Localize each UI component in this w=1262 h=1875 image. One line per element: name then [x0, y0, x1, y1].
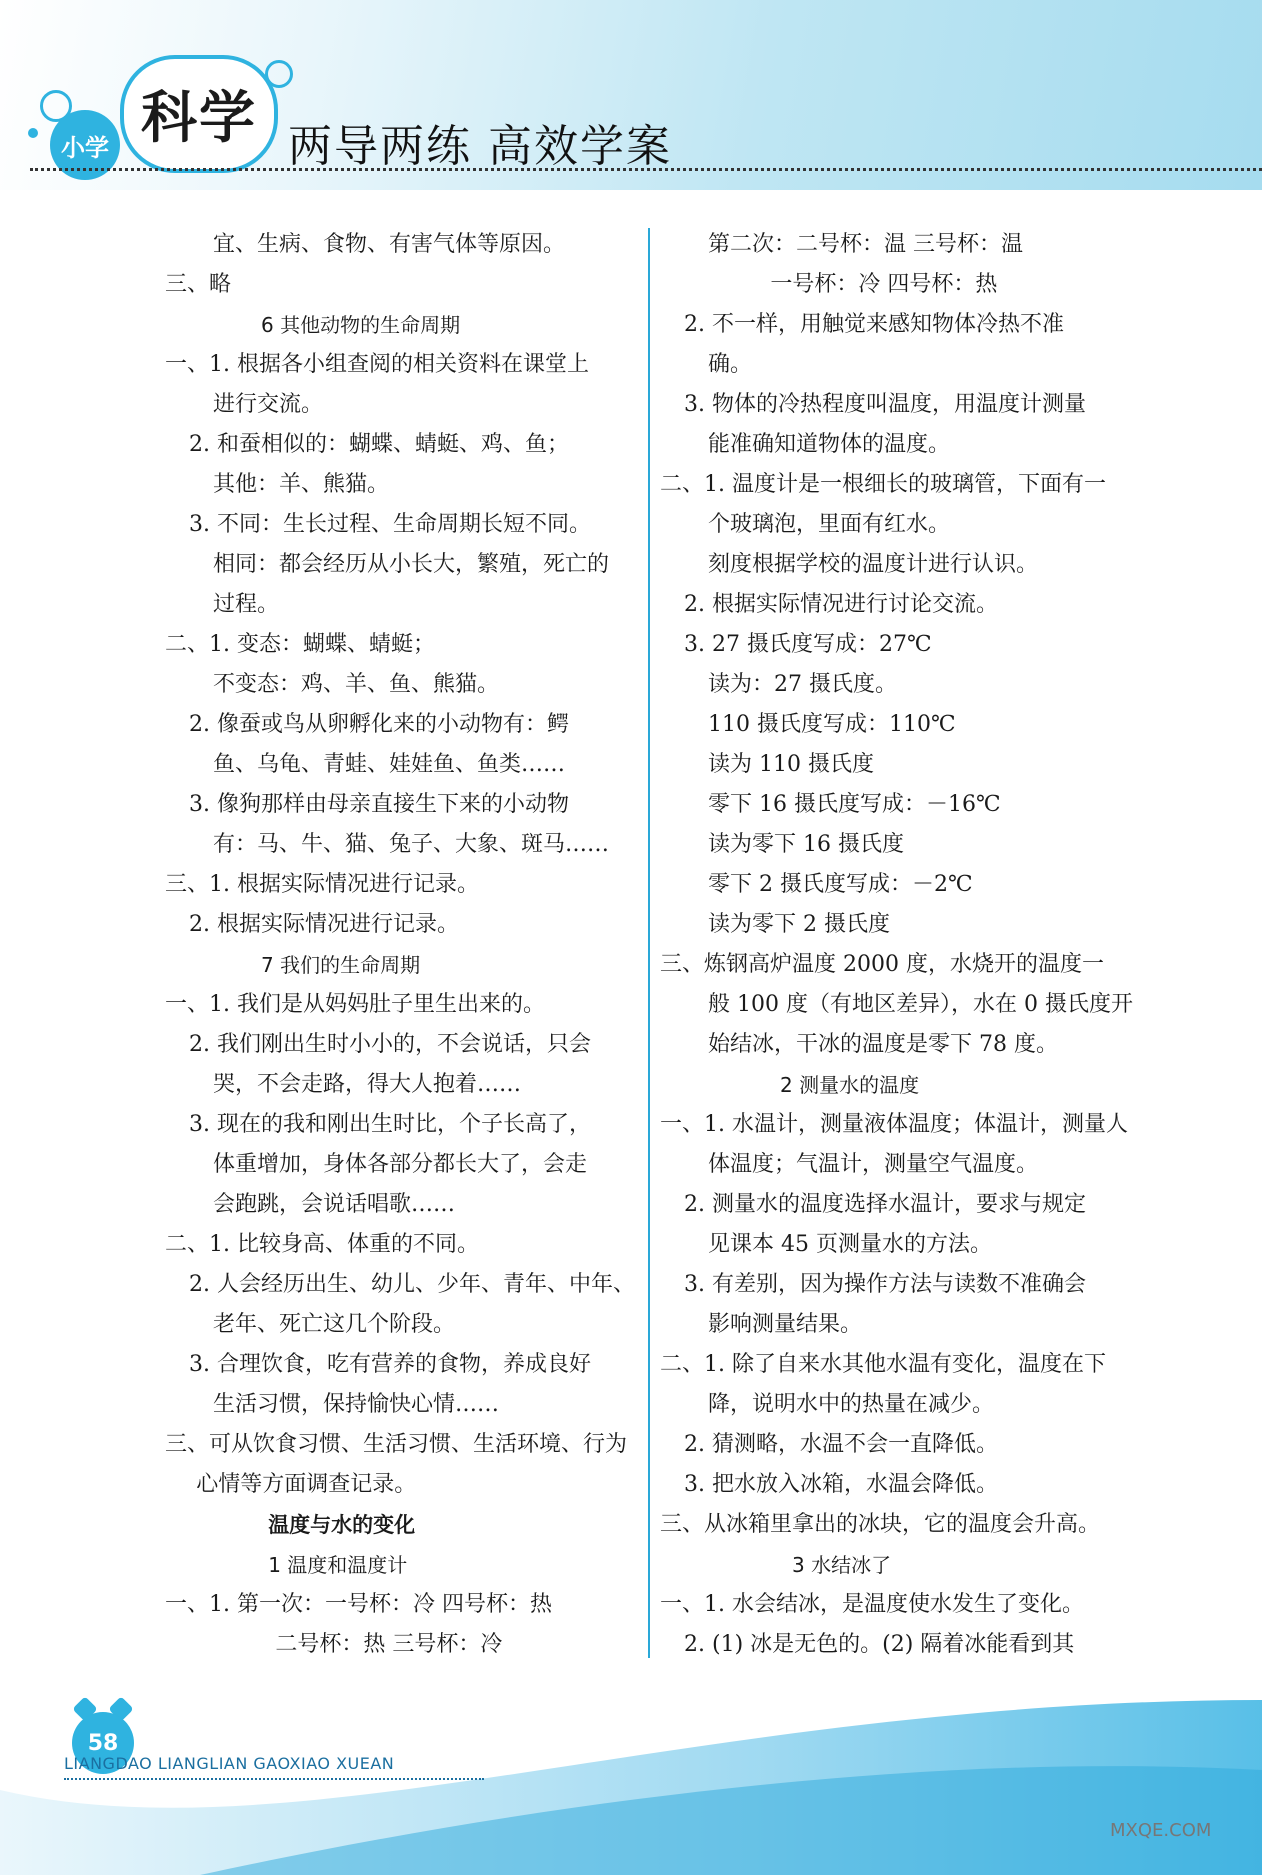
text-line: 个玻璃泡，里面有红水。	[708, 512, 951, 537]
text-line: 零下 16 摄氏度写成：－16℃	[708, 792, 1001, 817]
text-line: 三、炼钢高炉温度 2000 度，水烧开的温度一	[660, 952, 1104, 977]
text-line: 一号杯：冷 四号杯：热	[770, 272, 998, 297]
text-line: 2. 猜测略，水温不会一直降低。	[684, 1432, 998, 1457]
section-heading: 6 其他动物的生命周期	[261, 313, 461, 337]
text-line: 2. 不一样，用触觉来感知物体冷热不准	[684, 312, 1064, 337]
header-divider	[30, 168, 1262, 171]
section-heading: 温度与水的变化	[268, 1513, 416, 1537]
text-line: 一、1. 水会结冰，是温度使水发生了变化。	[660, 1592, 1084, 1617]
text-line: 二、1. 比较身高、体重的不同。	[165, 1232, 479, 1257]
text-line: 3. 不同：生长过程、生命周期长短不同。	[189, 512, 591, 537]
section-heading: 7 我们的生命周期	[261, 953, 421, 977]
text-line: 降，说明水中的热量在减少。	[708, 1392, 995, 1417]
text-line: 三、1. 根据实际情况进行记录。	[165, 872, 479, 897]
text-line: 2. 测量水的温度选择水温计，要求与规定	[684, 1192, 1086, 1217]
text-line: 读为 110 摄氏度	[708, 752, 874, 777]
text-line: 3. 有差别，因为操作方法与读数不准确会	[684, 1272, 1086, 1297]
text-line: 老年、死亡这几个阶段。	[213, 1312, 456, 1337]
level-badge: 小学	[50, 110, 120, 180]
book-title: 两导两练 高效学案	[288, 121, 672, 172]
text-line: 2. (1) 冰是无色的。(2) 隔着冰能看到其	[684, 1632, 1075, 1657]
section-heading: 3 水结冰了	[792, 1553, 892, 1577]
text-line: 3. 像狗那样由母亲直接生下来的小动物	[189, 792, 569, 817]
text-line: 第二次：二号杯：温 三号杯：温	[708, 232, 1023, 257]
text-line: 二、1. 温度计是一根细长的玻璃管，下面有一	[660, 472, 1106, 497]
text-line: 体温度；气温计，测量空气温度。	[708, 1152, 1039, 1177]
text-line: 2. 根据实际情况进行讨论交流。	[684, 592, 998, 617]
text-line: 会跑跳，会说话唱歌……	[213, 1192, 456, 1217]
text-line: 一、1. 我们是从妈妈肚子里生出来的。	[165, 992, 545, 1017]
text-line: 影响测量结果。	[708, 1312, 863, 1337]
text-line: 刻度根据学校的温度计进行认识。	[708, 552, 1039, 577]
text-line: 3. 合理饮食，吃有营养的食物，养成良好	[189, 1352, 591, 1377]
text-line: 一、1. 第一次：一号杯：冷 四号杯：热	[165, 1592, 552, 1617]
text-line: 鱼、乌龟、青蛙、娃娃鱼、鱼类……	[213, 752, 566, 777]
text-line: 相同：都会经历从小长大，繁殖，死亡的	[213, 552, 610, 577]
text-line: 始结冰，干冰的温度是零下 78 度。	[708, 1032, 1058, 1057]
text-line: 般 100 度（有地区差异），水在 0 摄氏度开	[708, 992, 1133, 1017]
text-line: 宜、生病、食物、有害气体等原因。	[213, 232, 566, 257]
text-line: 二、1. 除了自来水其他水温有变化，温度在下	[660, 1352, 1106, 1377]
text-line: 体重增加，身体各部分都长大了，会走	[213, 1152, 588, 1177]
text-line: 确。	[708, 352, 753, 377]
text-line: 心情等方面调查记录。	[196, 1472, 417, 1497]
text-line: 一、1. 根据各小组查阅的相关资料在课堂上	[165, 352, 589, 377]
text-line: 3. 现在的我和刚出生时比，个子长高了，	[189, 1112, 591, 1137]
section-heading: 1 温度和温度计	[268, 1553, 408, 1577]
section-heading: 2 测量水的温度	[780, 1073, 920, 1097]
text-line: 2. 我们刚出生时小小的，不会说话，只会	[189, 1032, 591, 1057]
text-line: 能准确知道物体的温度。	[708, 432, 951, 457]
text-line: 110 摄氏度写成：110℃	[708, 712, 956, 737]
text-line: 零下 2 摄氏度写成：－2℃	[708, 872, 973, 897]
text-line: 有：马、牛、猫、兔子、大象、斑马……	[213, 832, 610, 857]
watermark: MXQE.COM	[1110, 1820, 1212, 1841]
text-line: 三、从冰箱里拿出的冰块，它的温度会升高。	[660, 1512, 1101, 1537]
text-line: 一、1. 水温计，测量液体温度；体温计，测量人	[660, 1112, 1128, 1137]
text-line: 读为零下 16 摄氏度	[708, 832, 904, 857]
subject-title: 科学	[141, 86, 257, 151]
text-line: 二号杯：热 三号杯：冷	[275, 1632, 503, 1657]
text-line: 2. 和蚕相似的：蝴蝶、蜻蜓、鸡、鱼；	[189, 432, 569, 457]
text-line: 读为零下 2 摄氏度	[708, 912, 890, 937]
decorative-dot-icon	[28, 128, 38, 138]
text-line: 3. 27 摄氏度写成：27℃	[684, 632, 932, 657]
text-line: 三、可从饮食习惯、生活习惯、生活环境、行为	[165, 1432, 628, 1457]
text-line: 3. 把水放入冰箱，水温会降低。	[684, 1472, 998, 1497]
text-line: 生活习惯，保持愉快心情……	[213, 1392, 500, 1417]
text-line: 见课本 45 页测量水的方法。	[708, 1232, 992, 1257]
series-pinyin: LIANGDAO LIANGLIAN GAOXIAO XUEAN	[64, 1754, 395, 1773]
text-line: 其他：羊、熊猫。	[213, 472, 390, 497]
text-line: 进行交流。	[213, 392, 324, 417]
page-number: 58	[72, 1712, 134, 1774]
text-line: 2. 人会经历出生、幼儿、少年、青年、中年、	[189, 1272, 635, 1297]
text-line: 3. 物体的冷热程度叫温度，用温度计测量	[684, 392, 1086, 417]
text-line: 二、1. 变态：蝴蝶、蜻蜓；	[165, 632, 435, 657]
footer-divider	[64, 1778, 484, 1780]
text-line: 哭，不会走路，得大人抱着……	[213, 1072, 522, 1097]
text-line: 三、略	[165, 272, 232, 297]
text-line: 读为：27 摄氏度。	[708, 672, 897, 697]
text-line: 不变态：鸡、羊、鱼、熊猫。	[213, 672, 500, 697]
subject-logo	[120, 55, 278, 173]
column-divider	[648, 228, 650, 1658]
text-line: 过程。	[213, 592, 280, 617]
text-line: 2. 像蚕或鸟从卵孵化来的小动物有：鳄	[189, 712, 569, 737]
text-line: 2. 根据实际情况进行记录。	[189, 912, 459, 937]
